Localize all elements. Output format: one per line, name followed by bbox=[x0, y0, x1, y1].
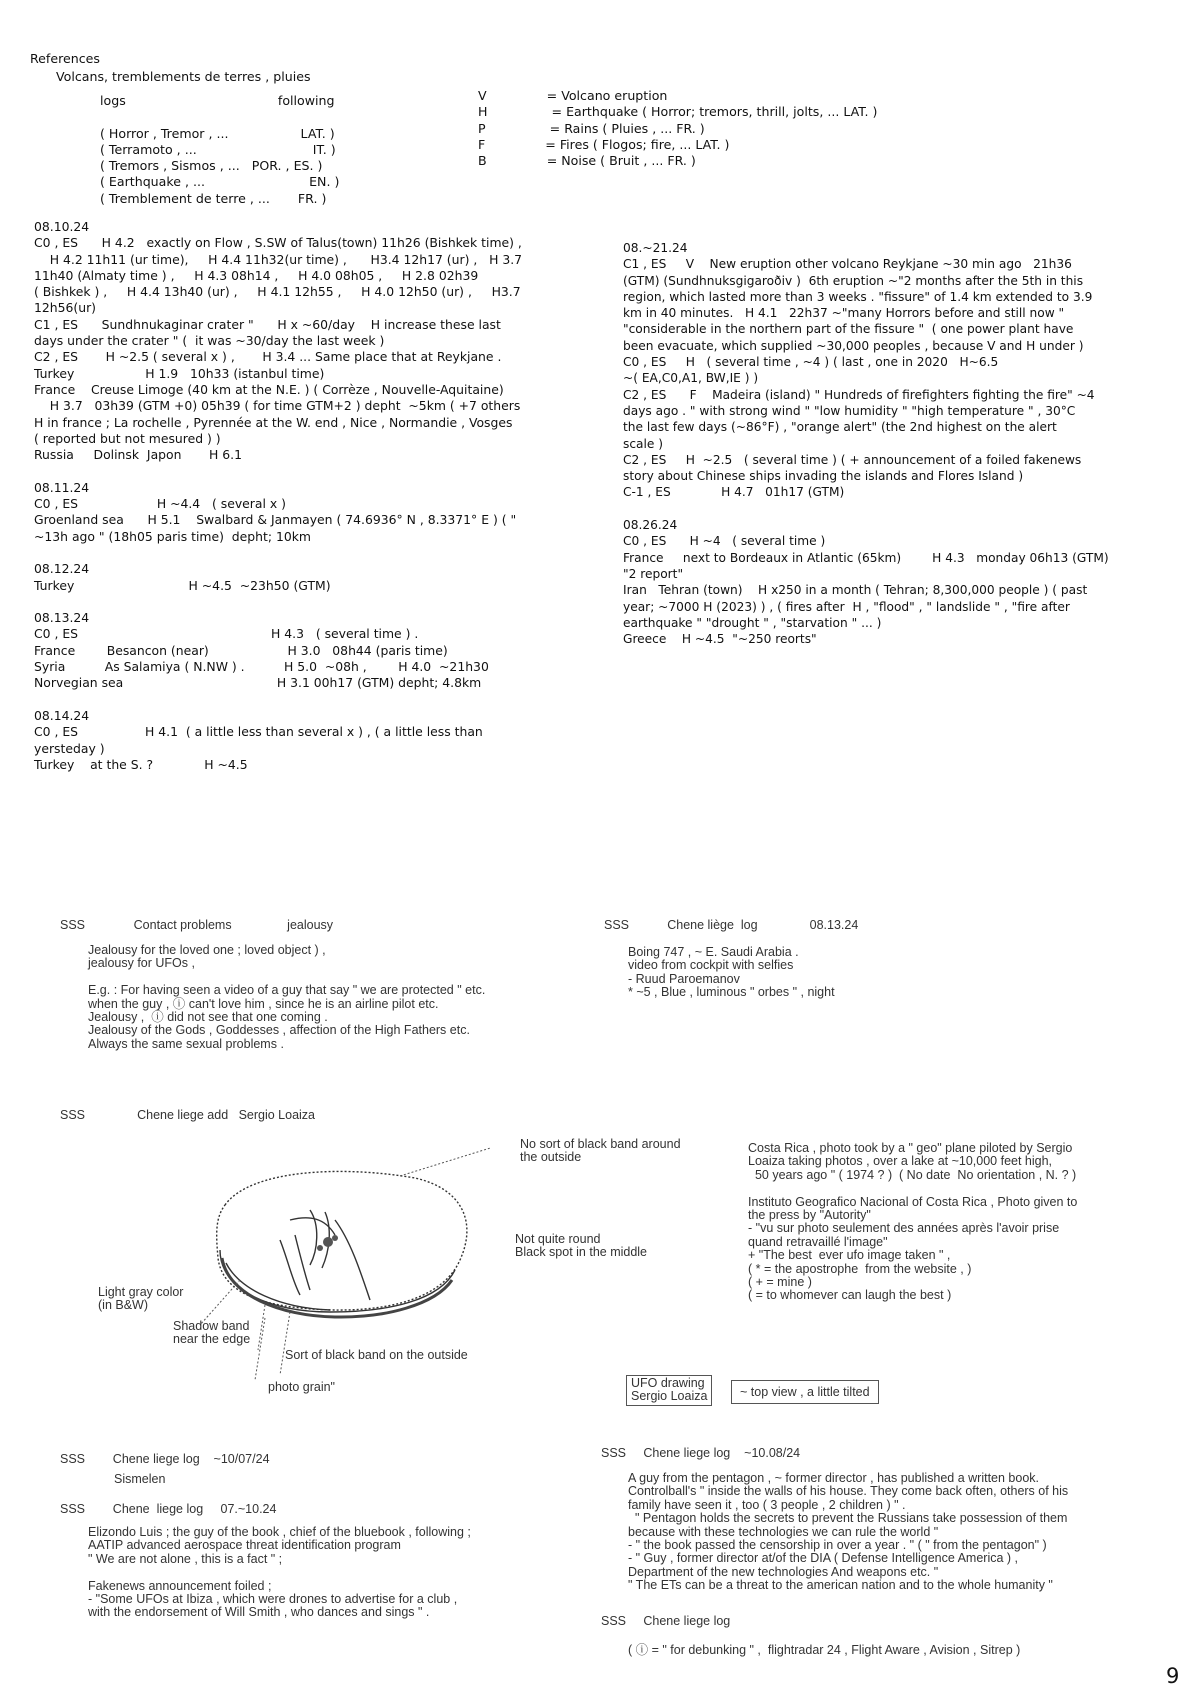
note-line: " We are not alone , this is a fact " ; bbox=[88, 1551, 283, 1566]
log-line bbox=[34, 692, 522, 708]
log-line: region, which lasted more than 3 weeks . "fissure" of 1.4 km extended to 3.9 bbox=[623, 289, 1093, 304]
note-line: with the endorsement of Will Smith , who dances and sings " . bbox=[88, 1605, 430, 1620]
log-line: Greece H ~4.5 "~250 reorts" bbox=[623, 632, 817, 647]
legend-line: ( Terramoto , ... IT. ) bbox=[100, 141, 336, 157]
chene-log-3-header: SSS Chene liege log 07.~10.24 bbox=[60, 1502, 277, 1516]
log-line: ( reported but not mesured ) ) bbox=[34, 430, 221, 446]
note-line: E.g. : For having seen a video of a guy that say " we are protected " etc. bbox=[88, 983, 486, 998]
log-line: 08.11.24 bbox=[34, 479, 90, 495]
log-line: C0 , ES H ~4.4 ( several x ) bbox=[34, 496, 286, 512]
chene-log-2-header: SSS Chene liege log ~10/07/24 bbox=[60, 1452, 270, 1466]
log-line: ~13h ago " (18h05 paris time) depht; 10km bbox=[34, 528, 311, 544]
note-line: " The ETs can be a threat to the american nation and to the whole humanity " bbox=[628, 1578, 1053, 1593]
log-line: scale ) bbox=[623, 436, 664, 451]
log-line: 08.12.24 bbox=[34, 561, 90, 577]
log-line: France Besancon (near) H 3.0 08h44 (paris time) bbox=[34, 642, 448, 658]
log-line bbox=[34, 545, 522, 561]
code-line: P = Rains ( Pluies , ... FR. ) bbox=[478, 120, 705, 136]
note-line: Jealousy for the loved one ; loved object ) , bbox=[88, 943, 326, 957]
legend-line: ( Horror , Tremor , ... LAT. ) bbox=[100, 125, 335, 141]
log-line: 08.~21.24 bbox=[623, 241, 688, 255]
note-line: - "Some UFOs at Ibiza , which were drones to advertise for a club , bbox=[88, 1592, 458, 1607]
label-photo-grain: photo grain" bbox=[268, 1380, 335, 1394]
log-line: days under the crater " ( it was ~30/day the last week ) bbox=[34, 333, 385, 349]
note-line: Instituto Geografico Nacional of Costa Rica , Photo given to bbox=[748, 1194, 1078, 1209]
log-line bbox=[34, 463, 522, 479]
log-line: C2 , ES H ~2.5 ( several x ) , H 3.4 ... Same place that at Reykjane . bbox=[34, 349, 502, 365]
code-line: V = Volcano eruption bbox=[478, 88, 668, 103]
costa-rica-note bbox=[748, 1142, 1077, 1303]
note-line: Elizondo Luis ; the guy of the book , chief of the bluebook , following ; bbox=[88, 1525, 471, 1539]
note-line: video from cockpit with selfies bbox=[628, 958, 794, 973]
log-line: France next to Bordeaux in Atlantic (65km) H 4.3 monday 06h13 (GTM) bbox=[623, 550, 1109, 565]
note-line: ( = to whomever can laugh the best ) bbox=[748, 1288, 952, 1303]
legend-line: ( Earthquake , ... EN. ) bbox=[100, 174, 340, 190]
log-line: Turkey H ~4.5 ~23h50 (GTM) bbox=[34, 577, 331, 593]
log-line: Turkey at the S. ? H ~4.5 bbox=[34, 756, 248, 772]
note-line: - " the book passed the censorship in over a year . " ( " from the pentagon" ) bbox=[628, 1538, 1047, 1553]
note-line: Jealousy of the Gods , Goddesses , affection of the High Fathers etc. bbox=[88, 1023, 470, 1038]
note-line: - " Guy , former director at/of the DIA ( Defense Intelligence America ) , bbox=[628, 1551, 1019, 1566]
log-line: been evacuate, which supplied ~30,000 peoples , because V and H under ) bbox=[623, 338, 1084, 353]
note-line: Loaiza taking photos , over a lake at ~10,000 feet high, bbox=[748, 1154, 1053, 1169]
earthquake-log-right bbox=[623, 240, 1109, 647]
chene-log-1-body bbox=[628, 946, 835, 1000]
label-shadow-band: Shadow band near the edge bbox=[173, 1319, 251, 1347]
log-line: 08.13.24 bbox=[34, 610, 90, 626]
log-line: C0 , ES H 4.3 ( several time ) . bbox=[34, 626, 419, 642]
code-line: B = Noise ( Bruit , ... FR. ) bbox=[478, 153, 696, 169]
log-line: the last few days (~86°F) , "orange alert" (the 2nd highest on the alert bbox=[623, 420, 1057, 435]
log-line: Turkey H 1.9 10h33 (istanbul time) bbox=[34, 365, 325, 381]
log-line: Russia Dolinsk Japon H 6.1 bbox=[34, 447, 242, 463]
log-line: 11h40 (Almaty time ) , H 4.3 08h14 , H 4.0 08h05 , H 2.8 02h39 bbox=[34, 267, 479, 283]
contact-body bbox=[88, 944, 485, 1051]
log-line: C2 , ES F Madeira (island) " Hundreds of firefighters fighting the fire" ~4 bbox=[623, 387, 1095, 402]
note-line: ( * = the apostrophe from the website , ) bbox=[748, 1261, 972, 1276]
references-title: References bbox=[30, 51, 100, 66]
chene-log-2-sub: Sismelen bbox=[114, 1472, 166, 1486]
log-line: Norvegian sea H 3.1 00h17 (GTM) depht; 4.8km bbox=[34, 675, 482, 691]
log-line: C1 , ES V New eruption other volcano Reykjane ~30 min ago 21h36 bbox=[623, 257, 1072, 272]
caption-box-right: ~ top view , a little tilted bbox=[731, 1380, 879, 1404]
log-line: "considerable in the northern part of the fissure " ( one power plant have bbox=[623, 322, 1074, 337]
log-line: ( Bishkek ) , H 4.4 13h40 (ur) , H 4.1 12h55 , H 4.0 12h50 (ur) , H3.7 bbox=[34, 284, 521, 300]
note-line: the press by "Autority" bbox=[748, 1208, 871, 1223]
note-line: quand retravaillé l'image" bbox=[748, 1234, 888, 1249]
code-definitions bbox=[478, 88, 877, 169]
log-line: France Creuse Limoge (40 km at the N.E. ) ( Corrèze , Nouvelle-Aquitaine) bbox=[34, 381, 504, 397]
chene-add-header: SSS Chene liege add Sergio Loaiza bbox=[60, 1108, 316, 1122]
label-sort-band: Sort of black band on the outside bbox=[285, 1348, 468, 1362]
chene-log-1-header: SSS Chene liège log 08.13.24 bbox=[604, 918, 859, 932]
log-line: 08.14.24 bbox=[34, 707, 90, 723]
log-line: C0 , ES H ( several time , ~4 ) ( last , one in 2020 H~6.5 bbox=[623, 355, 999, 370]
log-line: Groenland sea H 5.1 Swalbard & Janmayen ( 74.6936° N , 8.3371° E ) ( " bbox=[34, 512, 517, 528]
log-line: H in france ; La rochelle , Pyrennée at the W. end , Nice , Normandie , Vosges bbox=[34, 414, 513, 430]
log-line: ~( EA,C0,A1, BW,IE ) ) bbox=[623, 371, 759, 386]
log-line: 12h56(ur) bbox=[34, 300, 97, 316]
legend-line: ( Tremblement de terre , ... FR. ) bbox=[100, 190, 327, 206]
log-line: C2 , ES H ~2.5 ( several time ) ( + announcement of a foiled fakenews bbox=[623, 452, 1082, 467]
log-line: Iran Tehran (town) H x250 in a month ( Tehran; 8,300,000 people ) ( past bbox=[623, 583, 1088, 598]
note-line: " Pentagon holds the secrets to prevent the Russians take possession of them bbox=[628, 1511, 1068, 1526]
note-line: Always the same sexual problems . bbox=[88, 1036, 284, 1051]
label-light-gray: Light gray color (in B&W) bbox=[98, 1285, 184, 1313]
chene-log-4-header: SSS Chene liege log ~10.08/24 bbox=[601, 1446, 801, 1460]
page-number: 9 bbox=[1166, 1664, 1180, 1688]
note-line: Jealousy , ⓘ did not see that one coming . bbox=[88, 1010, 328, 1025]
note-line bbox=[88, 971, 485, 984]
log-line: C0 , ES H 4.1 ( a little less than several x ) , ( a little less than bbox=[34, 724, 483, 740]
note-line: 50 years ago " ( 1974 ? ) ( No date No orientation , N. ? ) bbox=[748, 1167, 1077, 1182]
note-line: * ~5 , Blue , luminous " orbes " , night bbox=[628, 985, 835, 1000]
note-line bbox=[748, 1182, 1077, 1195]
legend-line: logs following bbox=[100, 93, 335, 108]
log-line: km in 40 minutes. H 4.1 22h37 ~"many Horrors before and still now " bbox=[623, 306, 1065, 321]
chene-log-5-body: ( ⓘ = " for debunking " , flightradar 24 , Flight Aware , Avision , Sitrep ) bbox=[628, 1643, 1021, 1657]
note-line: - "vu sur photo seulement des années après l'avoir prise bbox=[748, 1221, 1060, 1236]
log-line: (GTM) (Sundhnuksgigaroðiv ) 6th eruption ~"2 months after the 5th in this bbox=[623, 273, 1084, 288]
note-line: ( + = mine ) bbox=[748, 1275, 812, 1290]
label-no-band: No sort of black band around the outside bbox=[520, 1137, 681, 1165]
chene-log-4-body bbox=[628, 1472, 1068, 1593]
log-line: earthquake " "drought " , "starvation " ... ) bbox=[623, 615, 882, 630]
note-line: Department of the new technologies And weapons etc. " bbox=[628, 1564, 939, 1579]
note-line: Fakenews announcement foiled ; bbox=[88, 1578, 272, 1593]
log-line: H 4.2 11h11 (ur time), H 4.4 11h32(ur time) , H3.4 12h17 (ur) , H 3.7 bbox=[34, 251, 523, 267]
log-line: C-1 , ES H 4.7 01h17 (GTM) bbox=[623, 485, 845, 500]
caption-box-left: UFO drawing Sergio Loaiza bbox=[626, 1375, 712, 1406]
references-legend bbox=[100, 93, 339, 207]
note-line: because with these technologies we can rule the world " bbox=[628, 1524, 939, 1539]
log-line: story about Chinese ships invading the islands and Flores Island ) bbox=[623, 469, 1024, 484]
log-line: C0 , ES H 4.2 exactly on Flow , S.SW of Talus(town) 11h26 (Bishkek time) , bbox=[34, 235, 522, 251]
legend-line bbox=[100, 109, 339, 125]
note-line: A guy from the pentagon , ~ former director , has published a written book. bbox=[628, 1471, 1039, 1485]
code-line: H = Earthquake ( Horror; tremors, thrill, jolts, ... LAT. ) bbox=[478, 104, 878, 120]
contact-header: SSS Contact problems jealousy bbox=[60, 918, 334, 932]
log-line: C1 , ES Sundhnukaginar crater " H x ~60/day H increase these last bbox=[34, 316, 501, 332]
legend-line: ( Tremors , Sismos , ... POR. , ES. ) bbox=[100, 158, 323, 174]
log-line: H 3.7 03h39 (GTM +0) 05h39 ( for time GTM+2 ) depht ~5km ( +7 others bbox=[34, 398, 521, 414]
log-line: 08.26.24 bbox=[623, 518, 678, 533]
log-line: C0 , ES H ~4 ( several time ) bbox=[623, 534, 826, 549]
references-subtitle: Volcans, tremblements de terres , pluies bbox=[56, 69, 311, 84]
label-not-round: Not quite round Black spot in the middle bbox=[515, 1232, 648, 1260]
log-line: Syria As Salamiya ( N.NW ) . H 5.0 ~08h , H 4.0 ~21h30 bbox=[34, 659, 489, 675]
log-line: year; ~7000 H (2023) ) , ( fires after H , "flood" , " landslide " , "fire after bbox=[623, 599, 1070, 614]
log-line bbox=[34, 594, 522, 610]
log-line: 08.10.24 bbox=[34, 219, 90, 234]
note-line: Boing 747 , ~ E. Saudi Arabia . bbox=[628, 945, 799, 959]
note-line: - Ruud Paroemanov bbox=[628, 971, 740, 986]
note-line bbox=[88, 1566, 471, 1579]
note-line: family have seen it , too ( 3 people , 2 children ) " . bbox=[628, 1497, 906, 1512]
note-line: Controlball's " inside the walls of his house. They come back often, others of his bbox=[628, 1484, 1069, 1499]
code-line: F = Fires ( Flogos; fire, ... LAT. ) bbox=[478, 136, 730, 152]
note-line: AATIP advanced aerospace threat identification program bbox=[88, 1538, 401, 1553]
note-line: + "The best ever ufo image taken " , bbox=[748, 1248, 951, 1263]
note-line: when the guy , ⓘ can't love him , since he is an airline pilot etc. bbox=[88, 996, 439, 1011]
log-line: "2 report" bbox=[623, 566, 684, 581]
log-line: days ago . " with strong wind " "low humidity " "high temperature " , 30°C bbox=[623, 403, 1076, 418]
note-line: jealousy for UFOs , bbox=[88, 956, 195, 971]
earthquake-log-left bbox=[34, 219, 522, 773]
chene-log-3-body bbox=[88, 1526, 471, 1620]
chene-log-5-header: SSS Chene liege log bbox=[601, 1614, 731, 1628]
note-line: Costa Rica , photo took by a " geo" plane piloted by Sergio bbox=[748, 1141, 1073, 1155]
log-line: yersteday ) bbox=[34, 740, 105, 756]
log-line bbox=[623, 501, 1109, 517]
